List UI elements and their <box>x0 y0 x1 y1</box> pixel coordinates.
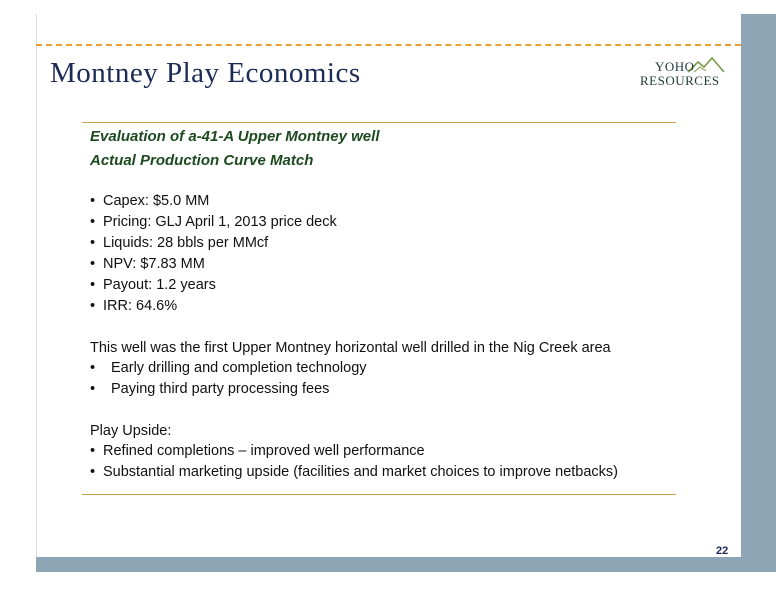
bullet-icon: • <box>90 256 96 272</box>
slide-left-border <box>36 14 37 557</box>
list-item <box>90 193 209 209</box>
subheading-well: Evaluation of a-41-A Upper Montney well <box>90 128 380 145</box>
well-bullet-drilling: Early drilling and completion technology <box>111 360 367 376</box>
metric-payout: Payout: 1.2 years <box>103 277 216 293</box>
company-logo <box>636 54 728 94</box>
metric-capex: Capex: $5.0 MM <box>103 193 210 209</box>
content-bottom-rule <box>82 494 676 495</box>
subheading-curve-match: Actual Production Curve Match <box>90 152 314 169</box>
page-number: 22 <box>716 545 729 557</box>
bullet-icon: • <box>90 360 96 376</box>
list-item <box>90 464 618 480</box>
bullet-icon: • <box>90 214 96 230</box>
well-bullet-processing: Paying third party processing fees <box>111 381 330 397</box>
frame-shadow-bottom <box>36 557 776 572</box>
frame-shadow-right <box>741 14 776 572</box>
list-item <box>90 277 216 293</box>
bullet-icon: • <box>90 277 96 293</box>
upside-bullet-marketing: Substantial marketing upside (facilities and market choices to improve netbacks) <box>103 464 618 480</box>
list-item <box>90 360 367 376</box>
well-note: This well was the first Upper Montney horizontal well drilled in the Nig Creek area <box>90 340 611 356</box>
bullet-icon: • <box>90 193 96 209</box>
content-top-rule <box>82 122 676 123</box>
bullet-icon: • <box>90 298 96 314</box>
metric-liquids: Liquids: 28 bbls per MMcf <box>103 235 269 251</box>
header-dashed-divider <box>36 44 741 46</box>
bullet-icon: • <box>90 235 96 251</box>
metric-pricing: Pricing: GLJ April 1, 2013 price deck <box>103 214 337 230</box>
list-item <box>90 443 425 459</box>
bullet-icon: • <box>90 443 96 459</box>
upside-heading: Play Upside: <box>90 423 172 439</box>
slide-title: Montney Play Economics <box>50 57 361 89</box>
logo-text-yoho: YOHO <box>655 59 695 74</box>
list-item <box>90 298 177 314</box>
list-item <box>90 235 268 251</box>
metric-npv: NPV: $7.83 MM <box>103 256 205 272</box>
list-item <box>90 256 205 272</box>
bullet-icon: • <box>90 381 96 397</box>
list-item <box>90 214 337 230</box>
upside-bullet-completions: Refined completions – improved well performance <box>103 443 425 459</box>
logo-text-resources: RESOURCES <box>640 73 720 88</box>
bullet-icon: • <box>90 464 96 480</box>
metric-irr: IRR: 64.6% <box>103 298 178 314</box>
list-item <box>90 381 329 397</box>
